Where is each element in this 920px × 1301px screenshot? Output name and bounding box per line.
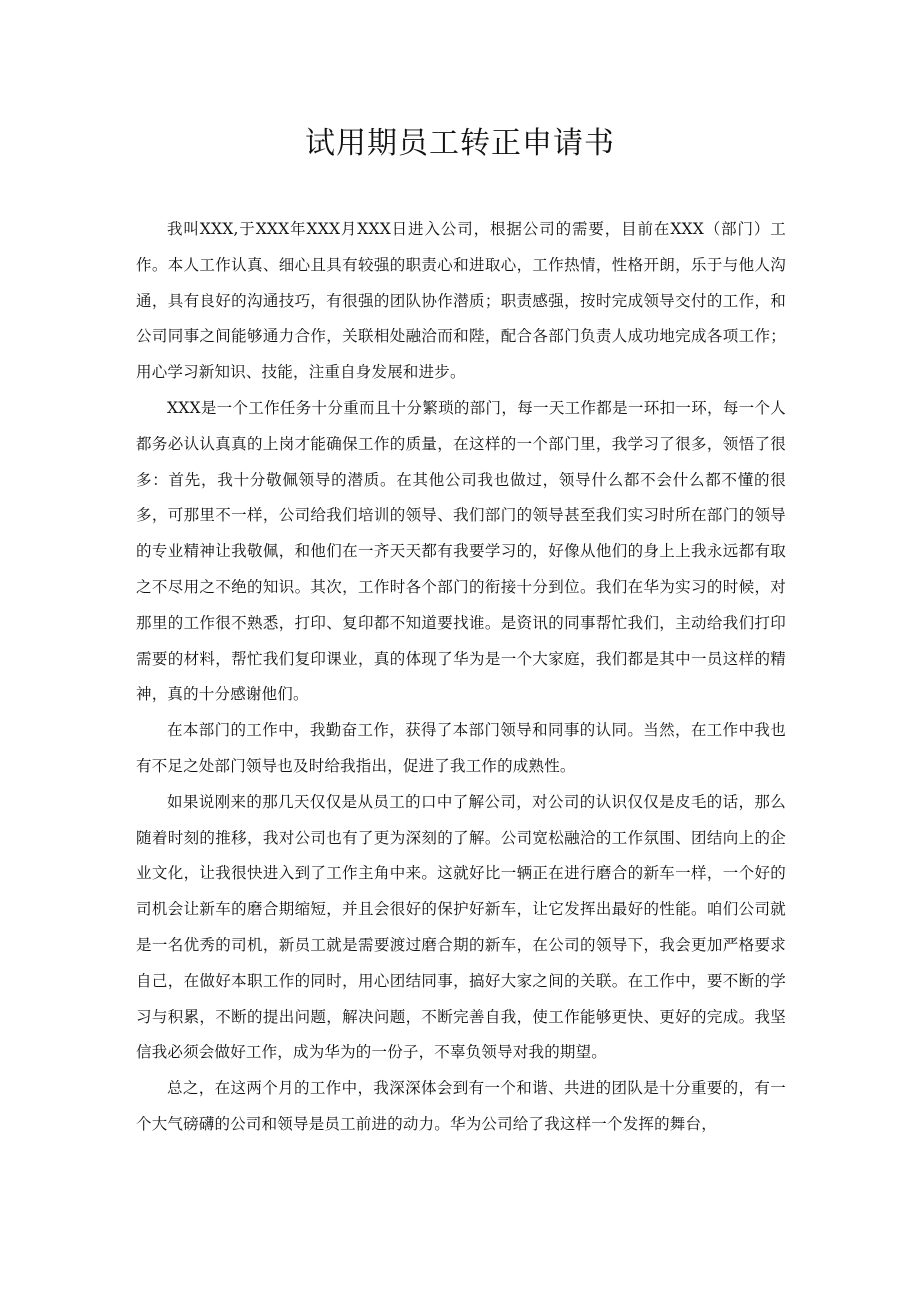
document-body [136,212,786,1143]
paragraph-summary: 总之，在这两个月的工作中，我深深体会到有一个和谐、共进的团队是十分重要的，有一个大气磅礴的公司和领导是员工前进的动力。华为公司给了我这样一个发挥的舞台， [136,1079,786,1133]
paragraph-company: 如果说刚来的那几天仅仅是从员工的口中了解公司，对公司的认识仅仅是皮毛的话，那么随着时刻的推移，我对公司也有了更为深刻的了解。公司宽松融洽的工作氛围、团结向上的企业文化，让我很快进入到了工作主角中来。这就好比一辆正在进行磨合的新车一样，一个好的司机会让新车的磨合期缩短，并且会很好的保护好新车，让它发挥出最好的性能。咱们公司就是一名优秀的司机，新员工就是需要渡过磨合期的新车，在公司的领导下，我会更加严格要求自己，在做好本职工作的同时，用心团结同事，搞好大家之间的关联。在工作中，要不断的学习与积累，不断的提出问题，解决问题，不断完善自我，使工作能够更快、更好的完成。我坚信我必须会做好工作，成为华为的一份子，不辜负领导对我的期望。 [136,792,786,1062]
document-title: 试用期员工转正申请书 [305,126,615,161]
paragraph-intro: 我叫XXX,于XXX年XXX月XXX日进入公司，根据公司的需要，目前在XXX（部门）工作。本人工作认真、细心且具有较强的职责心和进取心，工作热情，性格开朗，乐于与他人沟通，具有良好的沟通技巧，有很强的团队协作潜质；职责感强，按时完成领导交付的工作，和公司同事之间能够通力合作，关联相处融洽而和陛，配合各部门负责人成功地完成各项工作；用心学习新知识、技能，注重自身发展和进步。 [136,220,786,382]
paragraph-department: XXX是一个工作任务十分重而且十分繁琐的部门，每一天工作都是一环扣一环，每一个人都务必认认真真的上岗才能确保工作的质量，在这样的一个部门里，我学习了很多，领悟了很多：首先，我十分敬佩领导的潜质。在其他公司我也做过，领导什么都不会什么都不懂的很多，可那里不一样，公司给我们培训的领导、我们部门的领导甚至我们实习时所在部门的领导的专业精神让我敬佩，和他们在一齐天天都有我要学习的，好像从他们的身上上我永远都有取之不尽用之不绝的知识。其次，工作时各个部门的衔接十分到位。我们在华为实习的时候，对那里的工作很不熟悉，打印、复印都不知道要找谁。是资讯的同事帮忙我们，主动给我们打印需要的材料，帮忙我们复印课业，真的体现了华为是一个大家庭，我们都是其中一员这样的精神，真的十分感谢他们。 [136,398,786,704]
paragraph-work: 在本部门的工作中，我勤奋工作，获得了本部门领导和同事的认同。当然，在工作中我也有不足之处部门领导也及时给我指出，促进了我工作的成熟性。 [136,721,786,775]
